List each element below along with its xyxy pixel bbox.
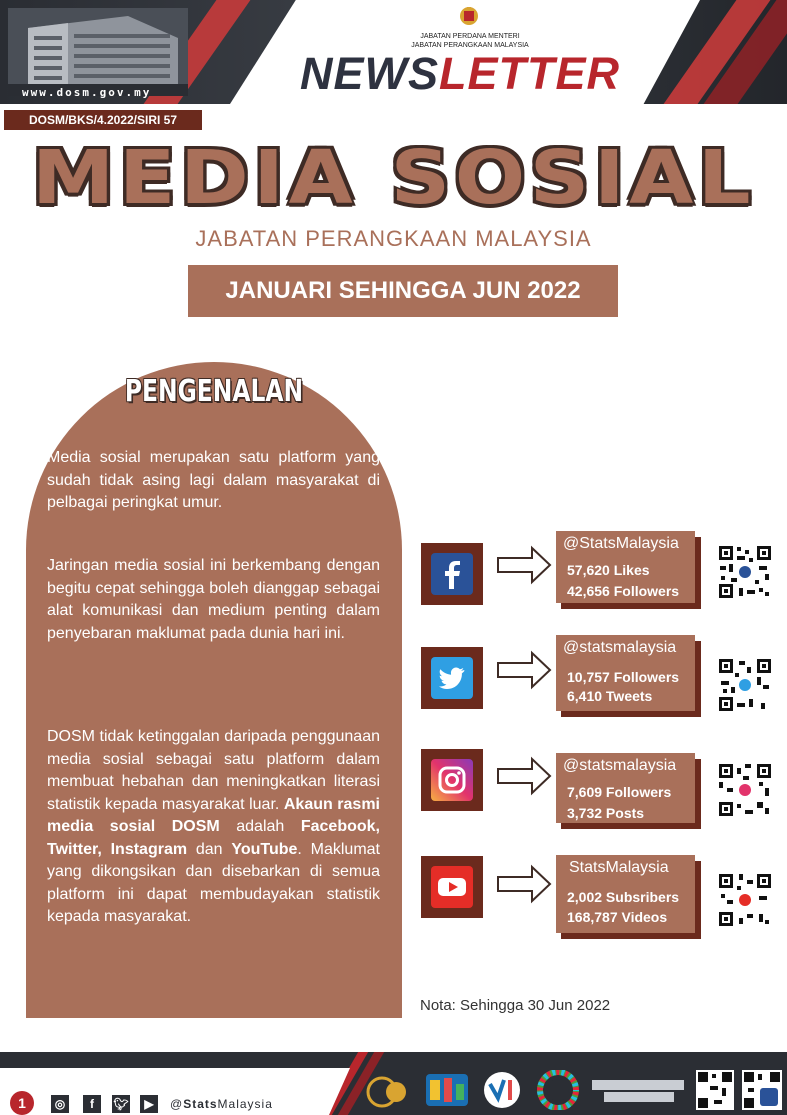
youtube-handle[interactable]: StatsMalaysia bbox=[569, 859, 669, 876]
instagram-handle[interactable]: @statsmalaysia bbox=[563, 757, 677, 774]
intro-para3-text: . Maklumat yang dikongsikan dan disebarkan di semua platform ini dapat membudayakan statistik kepada masyarakat. bbox=[47, 840, 380, 925]
facebook-qr-code[interactable] bbox=[717, 544, 773, 600]
instagram-posts: 3,732 Posts bbox=[567, 805, 645, 821]
intro-para3-bold: Akaun rasmi media sosial DOSM bbox=[47, 795, 380, 835]
ministry-line-2: JABATAN PERANGKAAN MALAYSIA bbox=[411, 42, 529, 49]
twitter-handle[interactable]: @statsmalaysia bbox=[563, 639, 677, 656]
page-number: 1 bbox=[10, 1091, 34, 1115]
youtube-videos: 168,787 Videos bbox=[567, 909, 668, 925]
anniversary-logo bbox=[362, 1070, 414, 1110]
instagram-tile[interactable] bbox=[421, 749, 483, 811]
facebook-icon[interactable]: f bbox=[83, 1095, 101, 1113]
youtube-stats-card bbox=[556, 855, 695, 933]
arrow-right-icon bbox=[496, 650, 552, 690]
building-image bbox=[8, 8, 188, 96]
intro-para3-text: adalah bbox=[219, 818, 301, 835]
intro-para3-youtube: YouTube bbox=[231, 840, 298, 858]
statistics-logo bbox=[480, 1070, 524, 1110]
page-subtitle: JABATAN PERANGKAAN MALAYSIA bbox=[195, 226, 592, 251]
serial-number-badge: DOSM/BKS/4.2022/SIRI 57 bbox=[4, 110, 202, 130]
intro-paragraph-3 bbox=[47, 726, 380, 929]
footer-handle[interactable] bbox=[170, 1097, 273, 1111]
intro-para3-text: DOSM tidak ketinggalan daripada penggunaan media sosial sebagai satu platform dalam membuat hebahan dan meningkatkan literasi statistik kepada masyarakat luar. bbox=[47, 728, 380, 813]
hies-ba-logo bbox=[424, 1070, 470, 1110]
twitter-tile[interactable] bbox=[421, 647, 483, 709]
keluarga-malaysia-logo bbox=[590, 1070, 686, 1110]
arrow-right-icon bbox=[496, 545, 552, 585]
youtube-tile[interactable] bbox=[421, 856, 483, 918]
youtube-qr-code[interactable] bbox=[717, 872, 773, 928]
youtube-subscribers: 2,002 Subsribers bbox=[567, 889, 680, 905]
page-title: MEDIA SOSIAL bbox=[31, 135, 756, 221]
facebook-handle[interactable]: @StatsMalaysia bbox=[563, 535, 679, 552]
instagram-stats-card bbox=[556, 753, 695, 823]
youtube-icon[interactable]: ▶ bbox=[140, 1095, 158, 1113]
arrow-right-icon bbox=[496, 864, 552, 904]
intro-paragraph-1: Media sosial merupakan satu platform yang sudah tidak asing lagi dalam masyarakat di pelbagai peringkat umur. bbox=[47, 449, 380, 511]
intro-heading: PENGENALAN bbox=[124, 374, 304, 409]
instagram-followers: 7,609 Followers bbox=[567, 784, 672, 800]
intro-paragraph-2: Jaringan media sosial ini berkembang dengan begitu cepat sehingga boleh dianggap sebagai alat komunikasi dan medium penting dalam penyebaran maklumat pada dunia hari ini. bbox=[47, 557, 380, 642]
sdg-wheel-logo bbox=[536, 1070, 580, 1110]
arrow-right-icon bbox=[496, 756, 552, 796]
newsletter-title-part1: NEWS bbox=[300, 48, 439, 99]
newsletter-title bbox=[300, 48, 620, 100]
facebook-stats-card bbox=[556, 531, 695, 603]
facebook-followers: 42,656 Followers bbox=[567, 583, 680, 599]
intro-para3-platforms: Facebook, Twitter, Instagram bbox=[47, 818, 380, 858]
instagram-icon[interactable]: ◎ bbox=[51, 1095, 69, 1113]
period-banner: JANUARI SEHINGGA JUN 2022 bbox=[188, 265, 618, 317]
youtube-icon bbox=[431, 866, 473, 908]
footer-facebook-qr-code[interactable] bbox=[742, 1070, 782, 1110]
instagram-icon bbox=[431, 759, 473, 801]
twitter-icon bbox=[431, 657, 473, 699]
instagram-qr-code[interactable] bbox=[717, 762, 773, 818]
facebook-likes: 57,620 Likes bbox=[567, 562, 650, 578]
footer-handle-prefix: @ bbox=[170, 1097, 184, 1111]
footer-handle-rest: Malaysia bbox=[217, 1097, 273, 1111]
website-url[interactable]: www.dosm.gov.my bbox=[22, 86, 152, 99]
newsletter-title-part2: LETTER bbox=[439, 48, 620, 99]
facebook-tile[interactable] bbox=[421, 543, 483, 605]
ministry-line-1: JABATAN PERDANA MENTERI bbox=[420, 33, 520, 40]
twitter-qr-code[interactable] bbox=[717, 657, 773, 713]
footer-handle-main: Stats bbox=[183, 1097, 218, 1111]
twitter-tweets: 6,410 Tweets bbox=[567, 688, 653, 704]
intro-para3-text: dan bbox=[187, 840, 232, 858]
facebook-icon bbox=[431, 553, 473, 595]
twitter-stats-card bbox=[556, 635, 695, 711]
footer-qr-code[interactable] bbox=[696, 1070, 734, 1110]
twitter-icon[interactable]: 🐦︎ bbox=[113, 1097, 129, 1111]
coat-of-arms-icon bbox=[456, 4, 482, 28]
twitter-followers: 10,757 Followers bbox=[567, 669, 680, 685]
footnote: Nota: Sehingga 30 Jun 2022 bbox=[420, 997, 611, 1014]
